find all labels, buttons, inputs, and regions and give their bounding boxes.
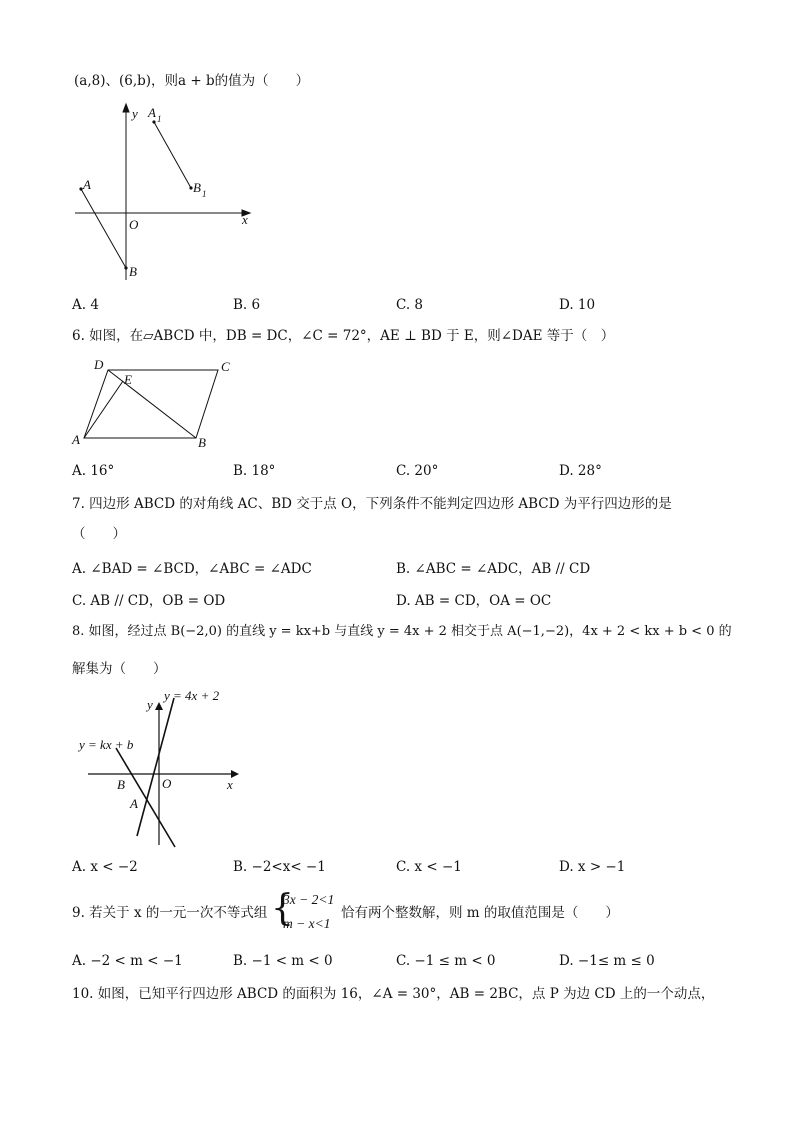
q5-option-b: B. 6 <box>233 297 261 313</box>
q8-label-x: x <box>227 777 233 792</box>
q8-label-a: A <box>130 796 138 811</box>
q9-option-c: C. −1 ≤ m < 0 <box>396 953 496 969</box>
q5-point-a1 <box>152 120 155 123</box>
q8-option-c: C. x < −1 <box>396 859 462 875</box>
q6-label-a: A <box>72 432 80 447</box>
q8-option-a: A. x < −2 <box>72 859 138 875</box>
q8-label-line2: y = kx + b <box>79 737 134 752</box>
q8-label-b: B <box>117 777 125 792</box>
q5-label-x: x <box>242 212 248 227</box>
q5-segment-ab <box>81 189 126 268</box>
q9-stem-pre: 9. 若关于 x 的一元一次不等式组 <box>72 905 268 921</box>
q5-option-d: D. 10 <box>559 297 596 313</box>
q8-line-kx-plus-b <box>116 748 175 847</box>
q6-option-d: D. 28° <box>559 463 602 479</box>
q5-label-b1-sub: 1 <box>202 189 207 199</box>
q8-label-y: y <box>147 697 153 712</box>
q5-label-b1: B <box>193 180 201 195</box>
q7-stem-continued: （ ） <box>72 526 126 542</box>
q9-inequality-1: 3x − 2<1 <box>283 892 335 907</box>
q6-label-c: C <box>221 359 230 374</box>
q5-option-c: C. 8 <box>396 297 424 313</box>
q7-option-c: C. AB // CD，OB = OD <box>72 593 226 609</box>
q6-label-d: D <box>94 357 104 372</box>
q5-label-b: B <box>129 264 137 279</box>
q9-brace: { <box>271 888 294 929</box>
q9-option-b: B. −1 < m < 0 <box>233 953 333 969</box>
q6-parallelogram <box>84 370 218 438</box>
q8-stem-continued: 解集为（ ） <box>72 661 167 677</box>
q8-label-o: O <box>162 776 172 791</box>
q6-diagonal-bd <box>108 370 196 438</box>
q8-stem: 8. 如图，经过点 B(−2,0) 的直线 y = kx+b 与直线 y = 4x + 2 相交于点 A(−1,−2)，4x + 2 < kx + b < 0 的 <box>72 624 732 639</box>
q5-stem: (a,8)、(6,b)，则a + b的值为（ ） <box>74 73 310 89</box>
q10-stem: 10. 如图，已知平行四边形 ABCD 的面积为 16，∠A = 30°，AB = 2BC，点 P 为边 CD 上的一个动点， <box>72 986 715 1002</box>
q6-stem: 6. 如图，在▱ABCD 中，DB = DC，∠C = 72°，AE ⊥ BD 于 E，则∠DAE 等于（ ） <box>72 328 615 344</box>
q5-label-a1-sub: 1 <box>157 114 162 124</box>
q9-option-d: D. −1≤ m ≤ 0 <box>559 953 655 969</box>
q7-option-b: B. ∠ABC = ∠ADC，AB // CD <box>396 561 591 577</box>
q5-label-a: A <box>83 177 91 192</box>
q6-option-a: A. 16° <box>72 463 115 479</box>
q9-stem-post: 恰有两个整数解，则 m 的取值范围是（ ） <box>341 905 619 921</box>
q5-label-a1: A <box>148 105 156 120</box>
q5-segment-a1b1 <box>154 122 191 188</box>
q6-figure <box>70 355 240 450</box>
q6-label-b: B <box>198 435 206 450</box>
q8-option-d: D. x > −1 <box>559 859 626 875</box>
q7-option-a: A. ∠BAD = ∠BCD，∠ABC = ∠ADC <box>72 561 312 577</box>
q8-label-line1: y = 4x + 2 <box>164 688 220 703</box>
q5-label-o: O <box>129 217 139 232</box>
q7-stem: 7. 四边形 ABCD 的对角线 AC、BD 交于点 O，下列条件不能判定四边形 ABCD 为平行四边形的是 <box>72 496 672 512</box>
q8-y-arrow <box>155 702 163 710</box>
q8-option-b: B. −2<x< −1 <box>233 859 326 875</box>
q8-figure <box>76 685 276 855</box>
q5-y-arrow <box>123 104 129 112</box>
q6-segment-ae <box>84 381 123 438</box>
q5-option-a: A. 4 <box>72 297 99 313</box>
q9-inequality-2: m − x<1 <box>283 916 331 931</box>
q5-point-b <box>124 266 127 269</box>
q6-option-b: B. 18° <box>233 463 276 479</box>
q5-label-y: y <box>132 106 138 121</box>
q6-label-e: E <box>124 372 132 387</box>
q9-option-a: A. −2 < m < −1 <box>72 953 183 969</box>
q5-figure <box>70 100 270 290</box>
q7-option-d: D. AB = CD，OA = OC <box>396 593 552 609</box>
q6-option-c: C. 20° <box>396 463 439 479</box>
